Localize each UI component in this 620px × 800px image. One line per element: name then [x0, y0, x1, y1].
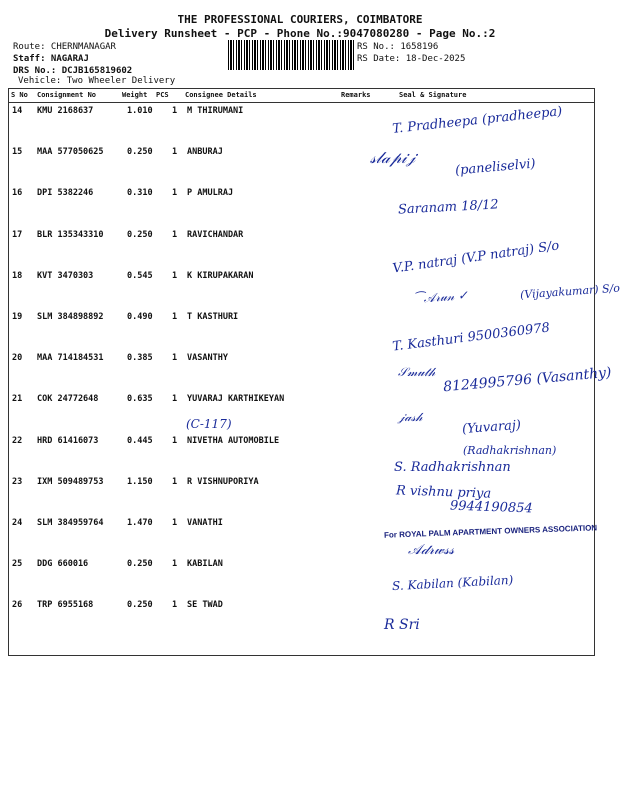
signature-row-14: T. Pradheepa (pradheepa) [391, 104, 563, 137]
association-stamp: For ROYAL PALM APARTMENT OWNERS ASSOCIATION [383, 523, 598, 540]
cell-weight: 0.545 [127, 270, 153, 281]
header-divider [9, 102, 594, 103]
cell-weight: 0.250 [127, 559, 153, 570]
rs-date: RS Date: 18-Dec-2025 [357, 54, 466, 64]
cell-pcs: 1 [172, 312, 178, 322]
signature-row-22a: (Radhakrishnan) [463, 444, 557, 457]
cell-sno: 19 [12, 312, 23, 322]
cell-consignment: BLR 135343310 [37, 229, 104, 240]
cell-consignment: COK 24772648 [37, 394, 99, 405]
cell-consignee: R VISHNUPORIYA [187, 476, 259, 487]
cell-weight: 0.635 [127, 394, 153, 405]
cell-consignee: P AMULRAJ [187, 188, 234, 199]
signature-row-19: T. Kasthuri 9500360978 [391, 320, 551, 355]
cell-sno: 25 [12, 559, 23, 570]
cell-consignment: KMU 2168637 [37, 106, 94, 116]
cell-weight: 1.150 [127, 476, 153, 487]
cell-weight: 0.250 [127, 147, 153, 158]
cell-weight: 1.010 [127, 106, 153, 116]
signature-row-23-phone: 9944190854 [449, 498, 533, 517]
cell-sno: 26 [12, 600, 23, 611]
cell-sno: 23 [12, 476, 23, 487]
cell-sno: 18 [12, 270, 23, 281]
route-label: Route: CHERNMANAGAR [13, 42, 116, 52]
cell-consignment: DPI 5382246 [37, 188, 94, 199]
cell-pcs: 1 [172, 106, 178, 116]
col-consignee: Consignee Details [185, 91, 257, 99]
cell-weight: 0.310 [127, 188, 153, 199]
cell-consignment: MAA 714184531 [37, 353, 104, 364]
cell-consignment: MAA 577050625 [37, 147, 104, 158]
cell-pcs: 1 [172, 188, 178, 199]
cell-pcs: 1 [172, 147, 178, 158]
cell-consignee: T KASTHURI [187, 312, 239, 322]
signature-row-17: V.P. natraj (V.P natraj) S/o [391, 238, 561, 277]
cell-sno: 17 [12, 229, 23, 240]
col-weight: Weight [122, 91, 148, 99]
col-seal: Seal & Signature [399, 91, 467, 99]
col-consignment: Consignment No [37, 91, 97, 99]
signature-scribble-18: ⁀𝒜𝓇𝓊𝓃 ✓ [413, 288, 469, 306]
cell-sno: 20 [12, 353, 23, 364]
table-header [9, 89, 594, 103]
signature-row-18: (Vijayakumar) S/o [519, 281, 620, 302]
cell-consignee: VANATHI [187, 518, 223, 528]
signature-scribble-24: 𝒜𝒹𝓇𝓌𝓈𝓈 [408, 542, 455, 558]
cell-consignee: RAVICHANDAR [187, 229, 244, 240]
cell-sno: 15 [12, 147, 23, 158]
cell-consignment: SLM 384959764 [37, 518, 104, 528]
cell-pcs: 1 [172, 229, 178, 240]
table-row [9, 518, 594, 559]
signature-row-20: 8124995796 (Vasanthy) [442, 364, 613, 396]
drs-label: DRS No.: DCJB165819602 [13, 66, 133, 76]
signature-row-25: S. Kabilan (Kabilan) [391, 572, 514, 594]
barcode [228, 40, 354, 70]
cell-sno: 24 [12, 518, 23, 528]
handwritten-note-21: (C-117) [186, 417, 232, 431]
signature-row-15: (paneliselvi) [454, 156, 537, 179]
cell-weight: 0.250 [127, 600, 153, 611]
cell-pcs: 1 [172, 270, 178, 281]
cell-pcs: 1 [172, 394, 178, 405]
table-row [9, 188, 594, 229]
cell-consignee: SE TWAD [187, 600, 223, 611]
signature-row-23: R vishnu priya [395, 483, 492, 502]
cell-consignment: SLM 384898892 [37, 312, 104, 322]
table-row [9, 600, 594, 641]
rs-number: RS No.: 1658196 [357, 42, 439, 52]
vehicle-label: Vehicle: Two Wheeler Delivery [18, 76, 176, 86]
runsheet-subtitle: Delivery Runsheet - PCP - Phone No.:9047080280 - Page No.:2 [104, 27, 496, 40]
cell-consignment: HRD 61416073 [37, 435, 99, 446]
cell-pcs: 1 [172, 559, 178, 570]
staff-label: Staff: NAGARAJ [13, 54, 89, 64]
cell-pcs: 1 [172, 600, 178, 611]
cell-pcs: 1 [172, 353, 178, 364]
col-pcs: PCS [156, 91, 169, 99]
cell-pcs: 1 [172, 518, 178, 528]
cell-consignment: DDG 660016 [37, 559, 89, 570]
cell-weight: 0.250 [127, 229, 153, 240]
table-row [9, 271, 594, 312]
cell-consignment: IXM 509489753 [37, 476, 104, 487]
signature-row-22: S. Radhakrishnan [394, 460, 511, 475]
signature-scribble-20: 𝒮𝓂𝓊𝓉𝒽 [398, 365, 436, 379]
cell-consignee: VASANTHY [187, 353, 228, 364]
cell-pcs: 1 [172, 476, 178, 487]
signature-scribble-15: 𝓈𝓁𝒶𝓅𝒾𝒿 [370, 148, 416, 167]
cell-sno: 14 [12, 106, 23, 116]
cell-weight: 0.445 [127, 435, 153, 446]
cell-consignee: KABILAN [187, 559, 223, 570]
cell-weight: 0.490 [127, 312, 153, 322]
signature-row-16: Saranam 18/12 [397, 197, 499, 218]
cell-weight: 1.470 [127, 518, 153, 528]
cell-sno: 22 [12, 435, 23, 446]
cell-consignee: NIVETHA AUTOMOBILE [187, 435, 280, 446]
cell-consignee: ANBURAJ [187, 147, 223, 158]
cell-consignee: M THIRUMANI [187, 106, 244, 116]
cell-pcs: 1 [172, 435, 178, 446]
cell-sno: 16 [12, 188, 23, 199]
signature-scribble-21: 𝒿𝒶𝓈𝒽 [398, 410, 423, 424]
cell-consignment: TRP 6955168 [37, 600, 94, 611]
company-name: THE PROFESSIONAL COURIERS, COIMBATORE [177, 13, 423, 26]
col-sno: S No [11, 91, 28, 99]
cell-consignment: KVT 3470303 [37, 270, 94, 281]
cell-sno: 21 [12, 394, 23, 405]
cell-consignee: YUVARAJ KARTHIKEYAN [187, 394, 285, 405]
col-remarks: Remarks [341, 91, 371, 99]
cell-weight: 0.385 [127, 353, 153, 364]
signature-row-21: (Yuvaraj) [461, 417, 522, 438]
signature-row-26: R Sri [384, 617, 420, 633]
cell-consignee: K KIRUPAKARAN [187, 270, 254, 281]
